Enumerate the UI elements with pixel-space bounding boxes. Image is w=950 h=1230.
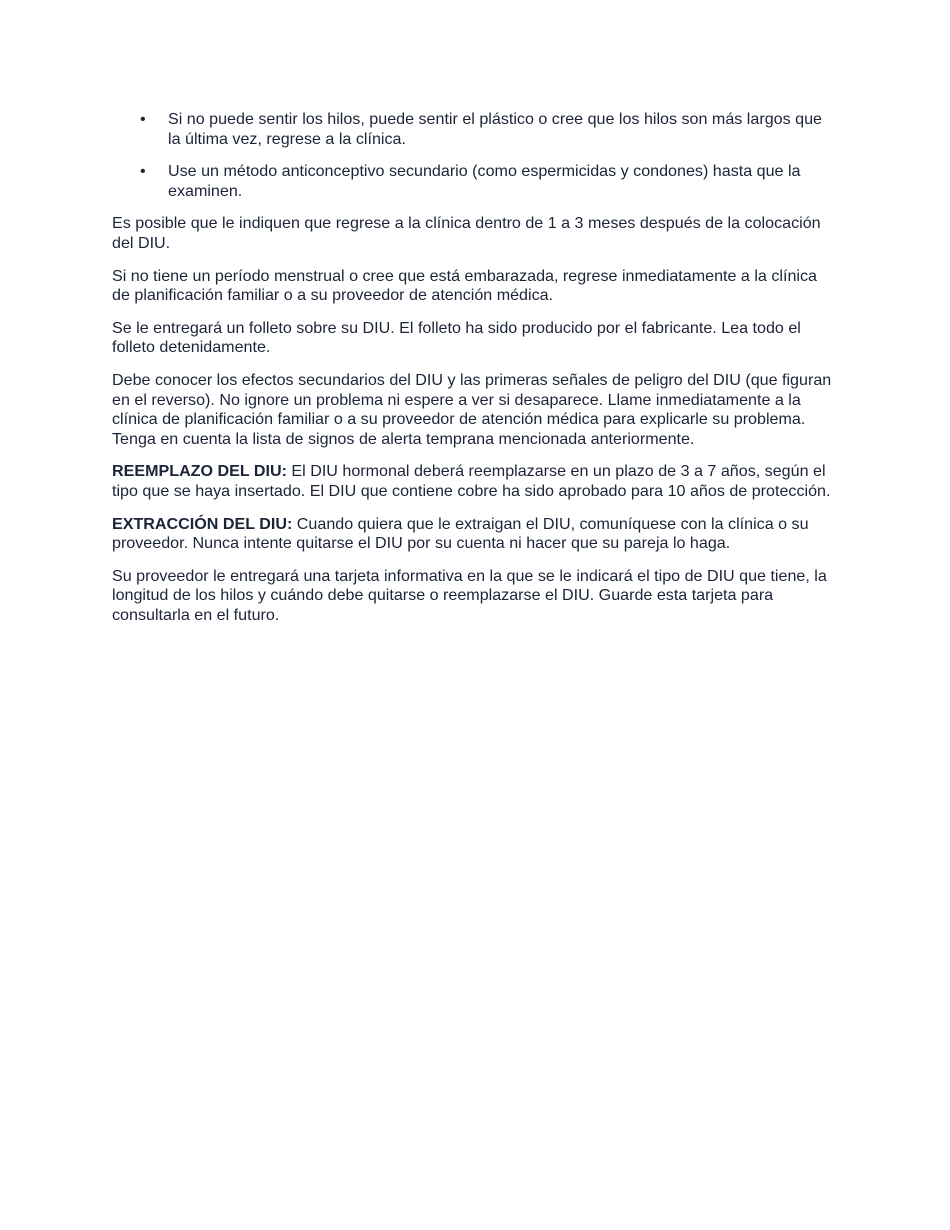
paragraph-side-effects: Debe conocer los efectos secundarios del DIU y las primeras señales de peligro del DIU (que figuran en el reverso). No ignore un problema ni espere a ver si desaparece. Llame inmediatamente a la clínica de planificación familiar o a su proveedor de atención médica para explicarle su problema. Tenga en cuenta la lista de signos de alerta temprana mencionada anteriormente.	[112, 370, 832, 448]
bullet-text: Si no puede sentir los hilos, puede sentir el plástico o cree que los hilos son más largos que la última vez, regrese a la clínica.	[168, 110, 822, 148]
replacement-text: El DIU hormonal deberá reemplazarse en un plazo de 3 a 7 años, según el tipo que se haya insertado. El DIU que contiene cobre ha sido aprobado para 10 años de protección.	[112, 462, 831, 500]
paragraph-replacement	[112, 462, 838, 501]
bullet-item-threads	[112, 110, 838, 149]
paragraph-leaflet: Se le entregará un folleto sobre su DIU. El folleto ha sido producido por el fabricante. Lea todo el folleto detenidamente.	[112, 318, 801, 357]
paragraph-removal	[112, 515, 838, 554]
paragraph-follow-up-visit: Es posible que le indiquen que regrese a la clínica dentro de 1 a 3 meses después de la colocación del DIU.	[112, 214, 821, 252]
bullet-item-backup-method	[112, 162, 838, 201]
removal-text: Cuando quiera que le extraigan el DIU, comuníquese con la clínica o su proveedor. Nunca intente quitarse el DIU por su cuenta ni hacer que su pareja lo haga.	[112, 514, 809, 553]
bullet-icon: •	[140, 162, 146, 181]
replacement-heading: REEMPLAZO DEL DIU:	[112, 462, 287, 481]
instruction-bullet-list	[112, 110, 838, 201]
removal-heading: EXTRACCIÓN DEL DIU:	[112, 514, 293, 533]
paragraph-info-card: Su proveedor le entregará una tarjeta informativa en la que se le indicará el tipo de DIU que tiene, la longitud de los hilos y cuándo debe quitarse o reemplazarse el DIU. Guarde esta tarjeta para consultarla en el futuro.	[112, 566, 827, 624]
document-body	[112, 110, 838, 638]
bullet-icon: •	[140, 110, 146, 128]
paragraph-missed-period: Si no tiene un período menstrual o cree que está embarazada, regrese inmediatamente a la clínica de planificación familiar o a su proveedor de atención médica.	[112, 266, 817, 305]
bullet-text: Use un método anticonceptivo secundario (como espermicidas y condones) hasta que la examinen.	[168, 162, 801, 200]
